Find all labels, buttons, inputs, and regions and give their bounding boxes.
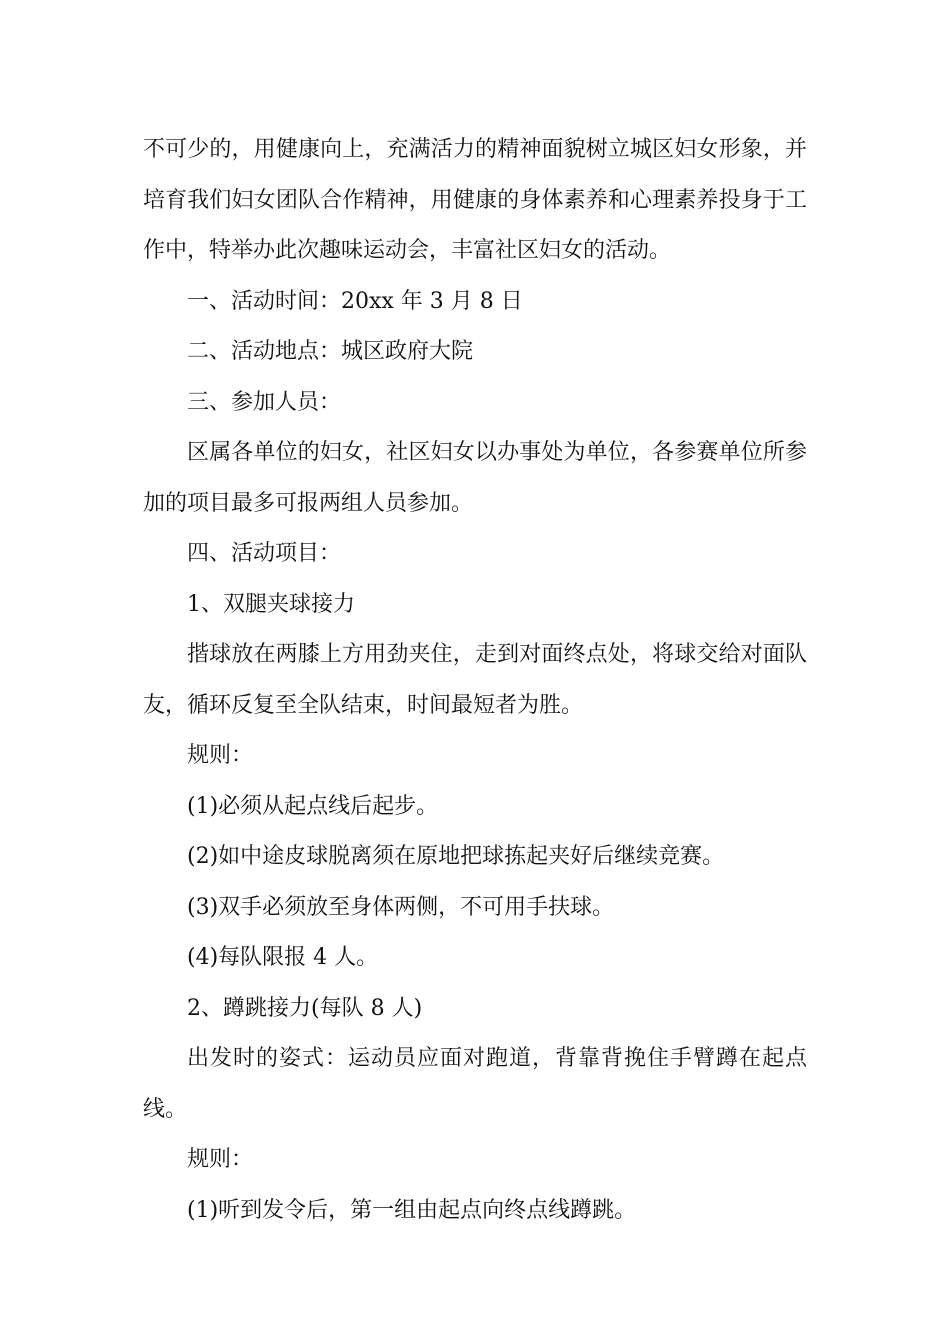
rule-item: (1)听到发令后，第一组由起点向终点线蹲跳。 [187,1197,637,1223]
event-1-title: 1、双腿夹球接力 [187,591,355,617]
event-1-description: 揩球放在两膝上方用劲夹住，走到对面终点处，将球交给对面队友，循环反复至全队结束，时间最短者为胜。 [143,642,807,718]
rules-heading: 规则： [187,1147,254,1172]
participants-heading: 三、参加人员： [187,389,342,415]
activity-location-line: 二、活动地点：城区政府大院 [187,339,474,364]
rule-item: (2)如中途皮球脱离须在原地把球拣起夹好后继续竞赛。 [187,844,725,869]
activities-heading: 四、活动项目： [187,541,342,566]
rule-item: (4)每队限报 4 人。 [187,945,379,970]
rules-heading: 规则： [187,743,254,768]
body-paragraph: 不可少的，用健康向上，充满活力的精神面貌树立城区妇女形象，并培育我们妇女团队合作精神，用健康的身体素养和心理素养投身于工作中，特举办此次趣味运动会，丰富社区妇女的活动。 [143,137,807,263]
participants-paragraph: 区属各单位的妇女，社区妇女以办事处为单位，各参赛单位所参加的项目最多可报两组人员参加。 [143,440,807,516]
activity-time-line: 一、活动时间：20xx 年 3 月 8 日 [187,288,523,314]
rule-item: (1)必须从起点线后起步。 [187,793,439,819]
rule-item: (3)双手必须放至身体两侧，不可用手扶球。 [187,894,615,920]
event-2-title: 2、蹲跳接力(每队 8 人) [187,995,423,1021]
event-2-description: 出发时的姿式：运动员应面对跑道，背靠背挽住手臂蹲在起点线。 [143,1046,807,1122]
